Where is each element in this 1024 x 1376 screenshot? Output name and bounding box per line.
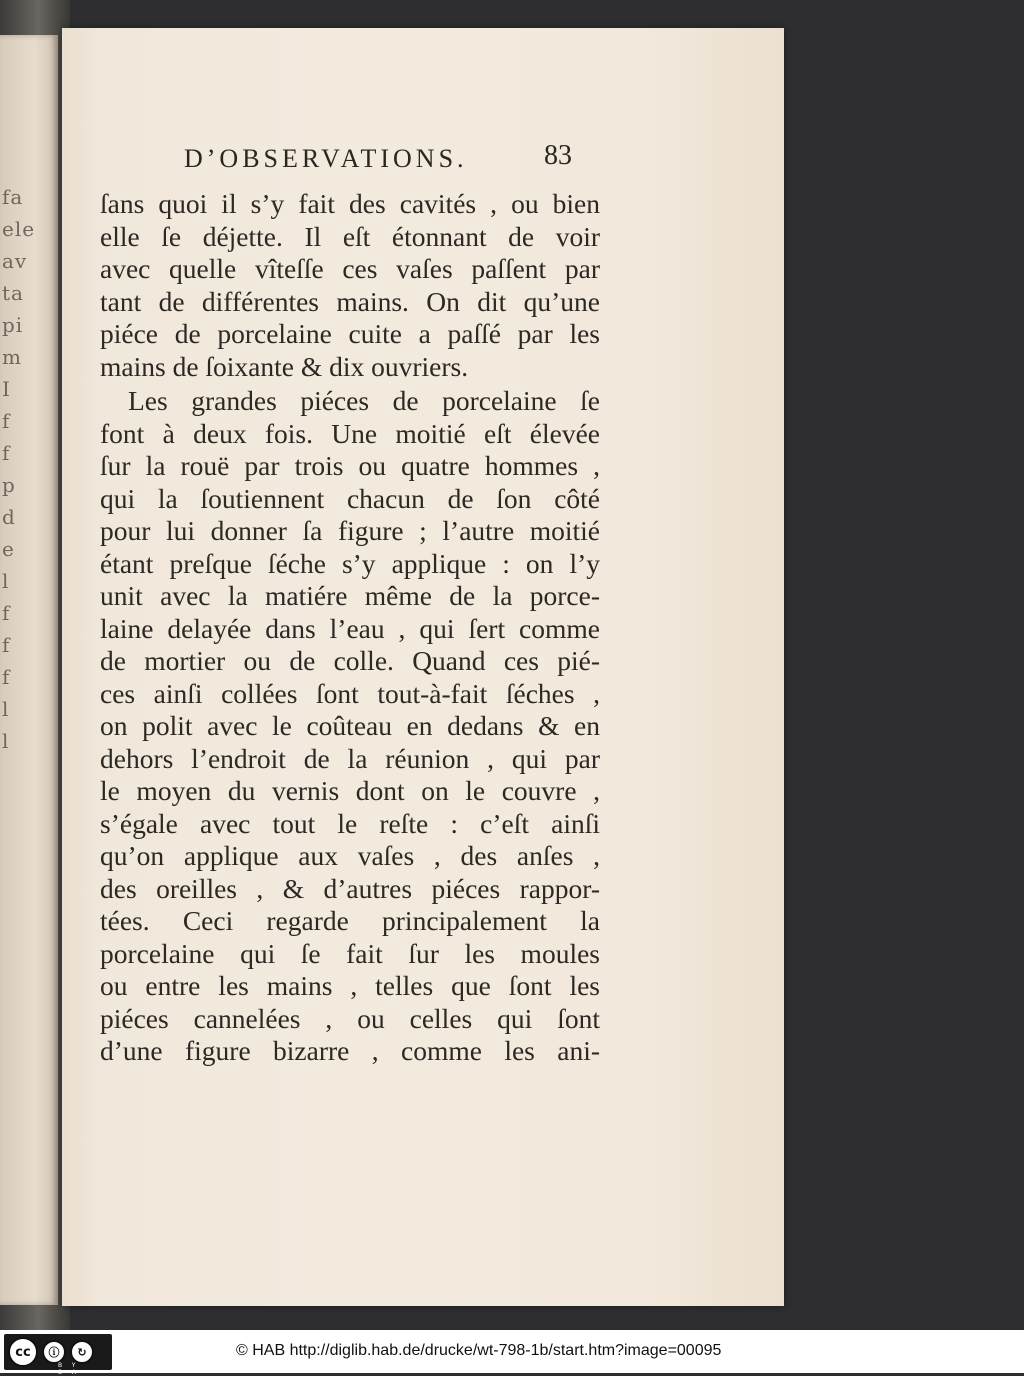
prev-page-fragment: p [2, 473, 16, 497]
prev-page-fragment: f [2, 441, 11, 465]
text-line: on polit avec le coûteau en dedans & en [100, 710, 600, 741]
prev-page-fragment: ta [2, 281, 24, 305]
prev-page-fragment: I [2, 377, 11, 401]
prev-page-fragment: l [2, 569, 10, 593]
page-content [100, 140, 620, 1068]
text-line: piéce de porcelaine cuite a paſſé par les [100, 318, 600, 349]
text-line: elle ſe déjette. Il eſt étonnant de voir [100, 220, 600, 252]
by-icon: ⓘ [42, 1340, 66, 1364]
text-line: piéces cannelées , ou celles qui ſont [100, 1002, 600, 1034]
credit-link[interactable]: © HAB http://diglib.hab.de/drucke/wt-798-1b/start.htm?image=00095 [236, 1342, 722, 1359]
prev-page-fragment: ele [2, 217, 36, 241]
sa-icon: ↻ [70, 1340, 94, 1364]
text-line: ſans quoi il s’y fait des cavités , ou bien [100, 188, 600, 219]
prev-page-fragment: m [2, 345, 22, 369]
body-text [100, 188, 620, 1068]
text-line: mains de ſoixante & dix ouvriers. [100, 350, 469, 382]
license-sub-label: BY SA [58, 1362, 87, 1376]
text-line: de mortier ou de colle. Quand ces pié- [100, 645, 600, 676]
text-line: d’une figure bizarre , comme les ani- [100, 1035, 600, 1066]
page-number: 83 [544, 140, 572, 171]
prev-page-fragment: pi [2, 313, 24, 337]
text-line: dehors l’endroit de la réunion , qui par [100, 742, 600, 774]
text-line: qu’on applique aux vaſes , des anſes , [100, 840, 600, 871]
text-line: tées. Ceci regarde principalement la [100, 905, 600, 936]
footer-bar [0, 1330, 1024, 1376]
text-line: ſur la rouë par trois ou quatre hommes , [100, 450, 600, 481]
text-line: étant preſque ſéche s’y applique : on l’y [100, 547, 600, 579]
prev-page-fragment: l [2, 729, 10, 753]
cc-icon: cc [8, 1337, 38, 1367]
text-line: laine delayée dans l’eau , qui ſert comme [100, 612, 600, 644]
text-line: Les grandes piéces de porcelaine ſe [128, 385, 600, 416]
text-line: ou entre les mains , telles que ſont les [100, 970, 600, 1001]
text-line: le moyen du vernis dont on le couvre , [100, 775, 600, 806]
prev-page-fragment: f [2, 409, 11, 433]
prev-page-fragment: e [2, 537, 15, 561]
text-line: porcelaine qui ſe fait ſur les moules [100, 937, 600, 969]
prev-page-fragment: f [2, 601, 11, 625]
previous-page-edge [0, 35, 58, 1305]
text-line: des oreilles , & d’autres piéces rappor- [100, 872, 600, 904]
prev-page-fragment: av [2, 249, 28, 273]
prev-page-fragment: f [2, 665, 11, 689]
text-line: qui la ſoutiennent chacun de ſon côté [100, 482, 600, 514]
running-head-title: D’OBSERVATIONS. [184, 144, 468, 173]
text-line: tant de différentes mains. On dit qu’une [100, 285, 600, 317]
text-line: avec quelle vîteſſe ces vaſes paſſent par [100, 253, 600, 284]
text-line: unit avec la matiére même de la porce- [100, 580, 600, 611]
prev-page-fragment: d [2, 505, 16, 529]
prev-page-fragment: fa [2, 185, 24, 209]
book-page [62, 28, 784, 1306]
prev-page-fragment: f [2, 633, 11, 657]
prev-page-fragment: l [2, 697, 10, 721]
cc-license-badge[interactable] [4, 1334, 112, 1376]
text-line: s’égale avec tout le reſte : c’eſt ainſi [100, 807, 600, 839]
running-head [100, 140, 620, 184]
text-line: pour lui donner ſa figure ; l’autre moitié [100, 515, 600, 546]
text-line: ces ainſi collées ſont tout-à-fait ſéches , [100, 677, 600, 709]
text-line: font à deux fois. Une moitié eſt élevée [100, 417, 600, 449]
